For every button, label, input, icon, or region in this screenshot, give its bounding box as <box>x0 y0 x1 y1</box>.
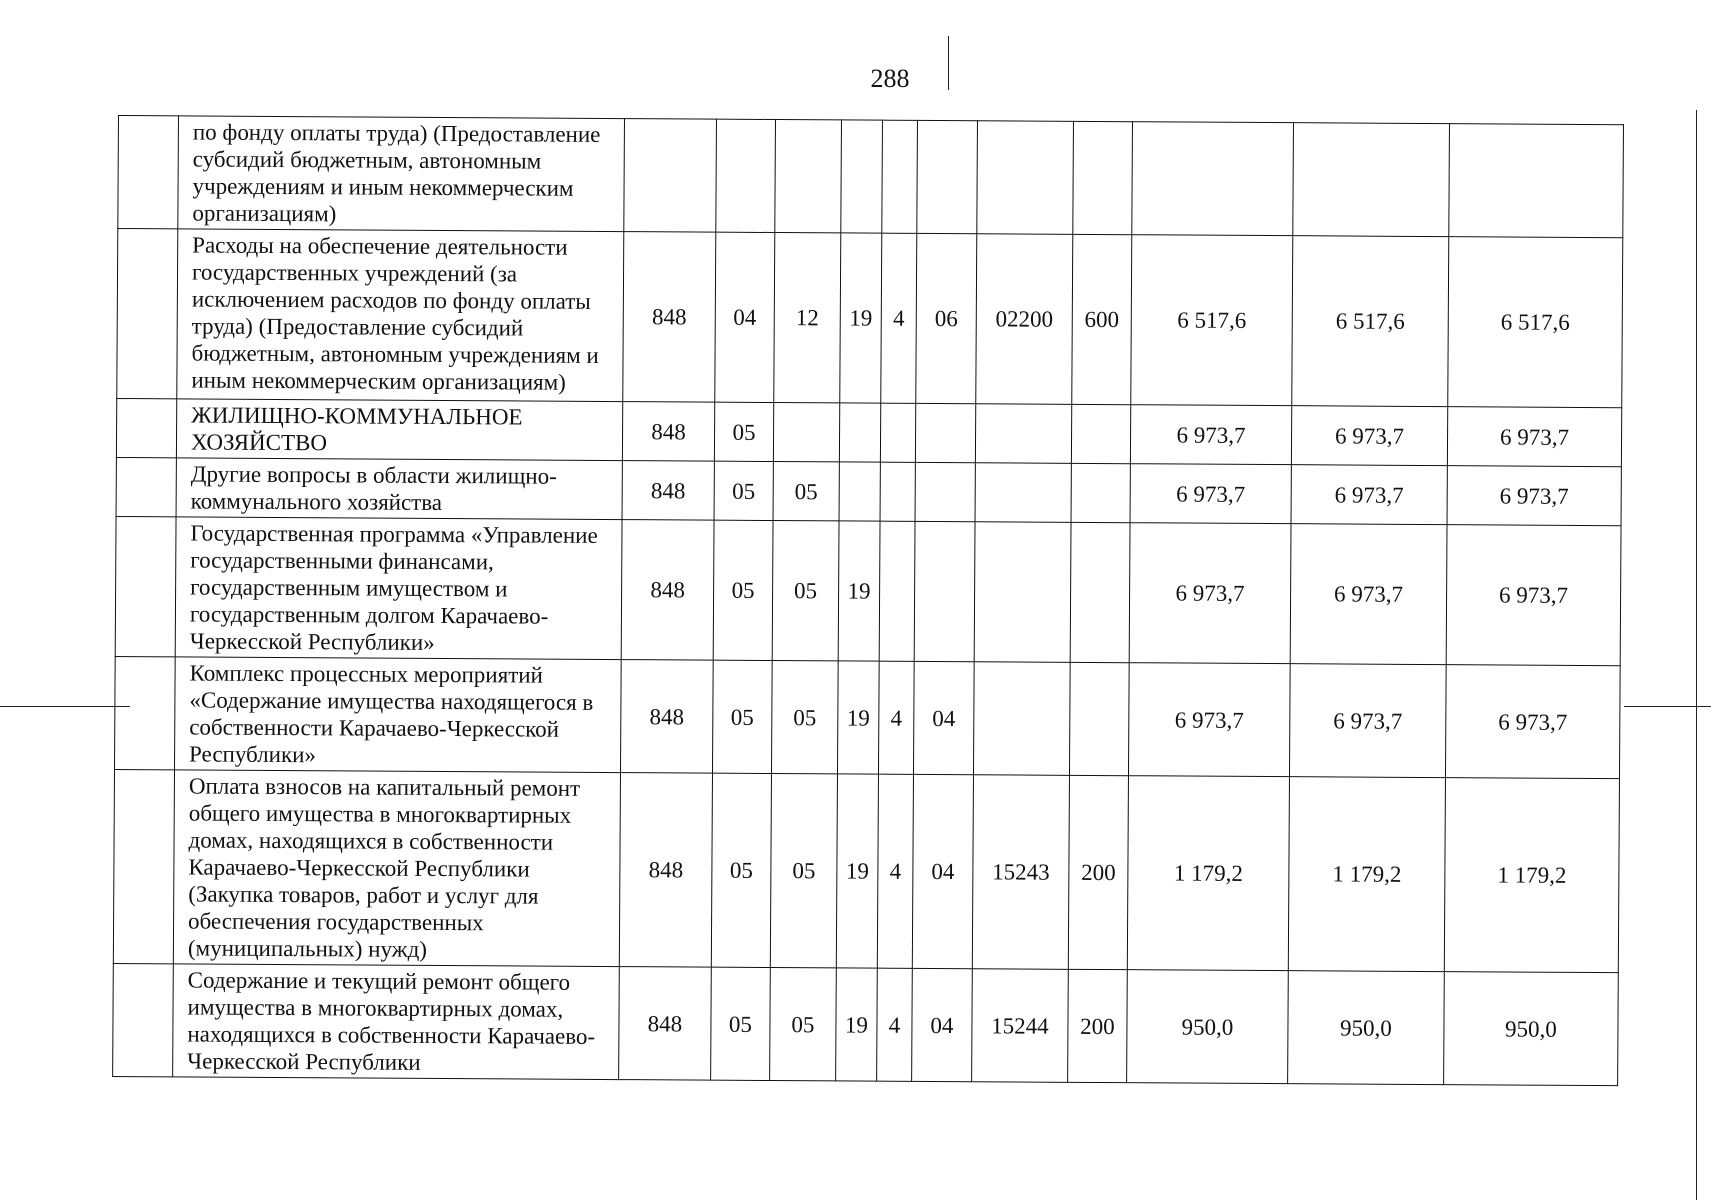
code-cell: 848 <box>619 773 712 968</box>
activity-cell: 04 <box>912 968 973 1081</box>
direction-cell <box>975 463 1071 523</box>
amount-2-cell: 6 973,7 <box>1289 664 1446 778</box>
table-row <box>116 398 1621 466</box>
section-cell: 05 <box>712 660 772 773</box>
amount-3-cell: 950,0 <box>1444 972 1619 1086</box>
table-row <box>113 769 1619 972</box>
amount-3-cell: 6 973,7 <box>1447 407 1621 467</box>
activity-cell: 04 <box>913 661 974 774</box>
amount-2-cell: 1 179,2 <box>1288 777 1445 972</box>
subprogram-cell: 4 <box>881 233 917 403</box>
expense-type-cell: 600 <box>1072 234 1132 404</box>
code-cell: 848 <box>623 232 716 403</box>
section-cell: 05 <box>711 967 771 1080</box>
subsection-cell: 05 <box>772 521 839 661</box>
subsection-cell <box>775 120 842 233</box>
amount-2-cell: 6 973,7 <box>1291 406 1447 466</box>
subprogram-cell: 4 <box>877 774 913 968</box>
amount-1-cell: 6 517,6 <box>1131 235 1293 406</box>
budget-table <box>112 115 1624 1086</box>
code-cell: 848 <box>622 461 714 521</box>
direction-cell: 15243 <box>972 775 1069 970</box>
section-cell: 05 <box>713 520 773 660</box>
table-row <box>116 457 1621 525</box>
direction-cell <box>973 662 1070 776</box>
code-cell: 848 <box>619 967 712 1081</box>
description-cell: Другие вопросы в области жилищно-коммунального хозяйства <box>176 458 622 520</box>
expense-type-cell <box>1070 522 1130 662</box>
subsection-cell: 05 <box>771 661 838 774</box>
program-cell: 19 <box>836 774 878 968</box>
index-cell <box>116 457 176 516</box>
index-cell <box>113 769 174 963</box>
section-cell: 05 <box>714 461 773 520</box>
activity-cell <box>915 462 975 521</box>
direction-cell <box>975 404 1071 464</box>
program-cell: 19 <box>840 233 882 403</box>
amount-2-cell: 6 973,7 <box>1290 524 1447 665</box>
code-cell: 848 <box>622 402 714 462</box>
budget-table-wrapper <box>112 115 1624 1086</box>
expense-type-cell <box>1069 662 1129 775</box>
amount-1-cell: 6 973,7 <box>1130 464 1291 524</box>
subprogram-cell: 4 <box>877 968 913 1081</box>
subsection-cell: 05 <box>770 968 837 1081</box>
direction-cell: 15244 <box>972 969 1069 1083</box>
amount-3-cell: 6 973,7 <box>1445 665 1620 779</box>
section-cell: 05 <box>714 402 773 461</box>
program-cell: 19 <box>836 968 878 1081</box>
activity-cell <box>914 521 975 661</box>
section-cell: 05 <box>711 773 771 967</box>
amount-1-cell: 6 973,7 <box>1130 405 1291 465</box>
table-row <box>117 229 1623 408</box>
direction-cell <box>977 121 1074 235</box>
amount-2-cell <box>1293 123 1450 237</box>
amount-3-cell: 6 973,7 <box>1446 525 1621 666</box>
amount-1-cell: 1 179,2 <box>1127 776 1289 971</box>
amount-2-cell: 950,0 <box>1288 971 1445 1085</box>
table-row <box>115 656 1621 778</box>
code-cell: 848 <box>621 520 714 661</box>
direction-cell <box>974 522 1071 663</box>
subprogram-cell <box>880 462 915 521</box>
page-number: 288 <box>870 64 910 93</box>
expense-type-cell <box>1071 463 1130 522</box>
amount-1-cell: 950,0 <box>1127 970 1289 1084</box>
table-body <box>113 116 1624 1086</box>
description-cell: Расходы на обеспечение деятельности государственных учреждений (за исключением расходов по фонду оплаты труда) (Предоставление субсидий бюджетным, автономным учреждениям и иным некоммерческим организациям) <box>177 229 624 402</box>
program-cell <box>839 403 880 462</box>
subsection-cell: 05 <box>770 774 837 968</box>
amount-3-cell <box>1449 124 1624 238</box>
section-cell: 04 <box>715 232 775 402</box>
table-row <box>118 116 1624 238</box>
amount-3-cell: 6 517,6 <box>1448 237 1623 408</box>
crop-mark-left <box>0 706 130 707</box>
description-cell: ЖИЛИЩНО-КОММУНАЛЬНОЕ ХОЗЯЙСТВО <box>176 399 622 461</box>
section-cell <box>716 119 776 232</box>
subprogram-cell: 4 <box>878 661 914 774</box>
table-row <box>115 516 1621 665</box>
code-cell: 848 <box>620 660 713 774</box>
activity-cell <box>917 120 978 233</box>
index-cell <box>116 398 176 457</box>
description-cell: Государственная программа «Управление государственными финансами, государственным имуществом и государственным долгом Карачаево-Черкесской Республики» <box>175 517 622 660</box>
activity-cell: 04 <box>912 774 973 968</box>
description-cell: Содержание и текущий ремонт общего имущества в многоквартирных домах, находящихся в собственности Карачаево-Черкесской Республики <box>173 964 620 1080</box>
table-row <box>113 963 1619 1085</box>
description-cell: Комплекс процессных мероприятий «Содержание имущества находящегося в собственности Карачаево-Черкесской Республики» <box>175 657 622 773</box>
amount-1-cell <box>1132 122 1294 236</box>
program-cell <box>841 120 883 233</box>
amount-1-cell: 6 973,7 <box>1129 523 1291 664</box>
expense-type-cell <box>1073 121 1133 234</box>
crop-mark-right <box>1624 706 1711 707</box>
subsection-cell: 12 <box>774 233 841 403</box>
index-cell <box>118 116 179 229</box>
amount-3-cell: 1 179,2 <box>1444 778 1619 973</box>
activity-cell <box>915 403 975 462</box>
subprogram-cell <box>880 403 915 462</box>
description-cell: Оплата взносов на капитальный ремонт общего имущества в многоквартирных домах, находящихся в собственности Карачаево-Черкесской Республики (Закупка товаров, работ и услуг для обеспечения государственных (муниципальных) нужд) <box>173 770 620 967</box>
amount-1-cell: 6 973,7 <box>1128 663 1290 777</box>
index-cell <box>115 516 176 656</box>
description-cell: по фонду оплаты труда) (Предоставление субсидий бюджетным, автономным учреждениям и иным некоммерческим организациям) <box>178 116 625 232</box>
index-cell <box>115 656 176 769</box>
subsection-cell: 05 <box>773 462 839 521</box>
program-cell: 19 <box>837 661 879 774</box>
crop-mark-right-vertical <box>1696 110 1697 1200</box>
program-cell: 19 <box>838 521 880 661</box>
amount-3-cell: 6 973,7 <box>1447 466 1621 526</box>
subprogram-cell <box>882 120 918 233</box>
code-cell <box>624 119 717 233</box>
crop-mark-top <box>948 36 949 90</box>
subprogram-cell <box>879 521 915 661</box>
program-cell <box>839 462 880 521</box>
expense-type-cell: 200 <box>1068 775 1128 969</box>
amount-2-cell: 6 973,7 <box>1291 465 1447 525</box>
amount-2-cell: 6 517,6 <box>1292 236 1449 407</box>
subsection-cell <box>773 403 839 462</box>
expense-type-cell <box>1071 404 1130 463</box>
activity-cell: 06 <box>916 233 977 403</box>
direction-cell: 02200 <box>976 234 1073 405</box>
expense-type-cell: 200 <box>1068 969 1128 1082</box>
index-cell <box>117 229 178 399</box>
index-cell <box>113 963 174 1076</box>
